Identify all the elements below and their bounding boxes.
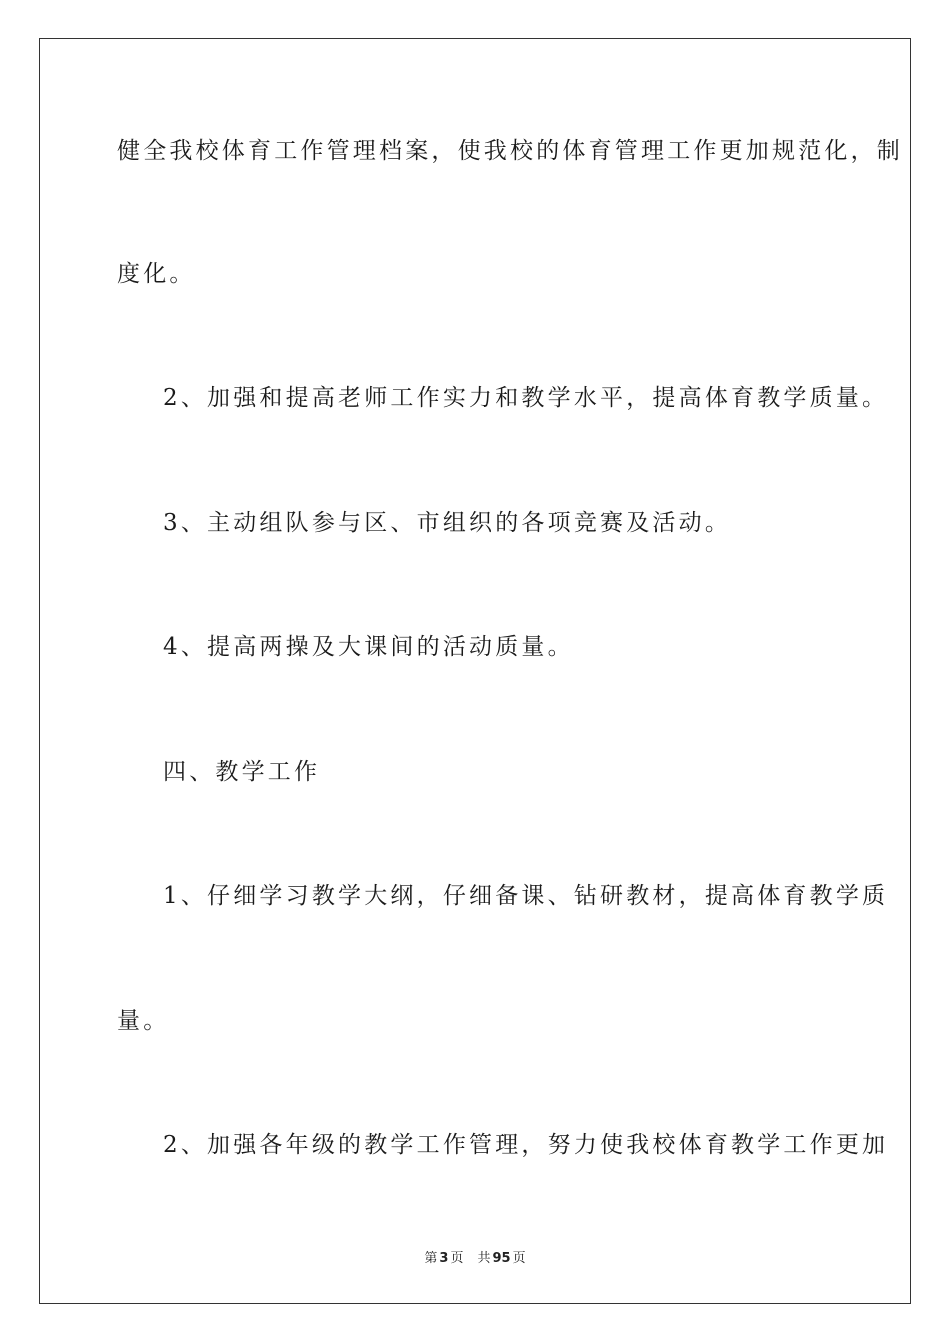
list-item-2: 2、加强和提高老师工作实力和教学水平，提高体育教学质量。 <box>163 385 889 411</box>
paragraph-line-1: 健全我校体育工作管理档案，使我校的体育管理工作更加规范化，制 <box>117 138 903 164</box>
list-item-1-line-1: 1、仔细学习教学大纲，仔细备课、钻研教材，提高体育教学质 <box>163 883 889 909</box>
page-number-footer <box>0 1247 950 1266</box>
list-item-2b-line-1: 2、加强各年级的教学工作管理，努力使我校体育教学工作更加 <box>163 1132 889 1158</box>
paragraph-line-2: 度化。 <box>117 261 196 287</box>
page-border <box>39 38 911 1304</box>
page-current: 3 <box>439 1251 449 1266</box>
total-prefix: 共 <box>477 1251 491 1266</box>
page-suffix: 页 <box>450 1251 464 1266</box>
page-prefix: 第 <box>424 1251 438 1266</box>
section-heading: 四、教学工作 <box>163 759 321 785</box>
total-suffix: 页 <box>512 1251 526 1266</box>
list-item-1-line-2: 量。 <box>117 1008 170 1034</box>
list-item-3: 3、主动组队参与区、市组织的各项竞赛及活动。 <box>163 510 732 536</box>
page-total: 95 <box>492 1251 511 1266</box>
list-item-4: 4、提高两操及大课间的活动质量。 <box>163 634 574 660</box>
